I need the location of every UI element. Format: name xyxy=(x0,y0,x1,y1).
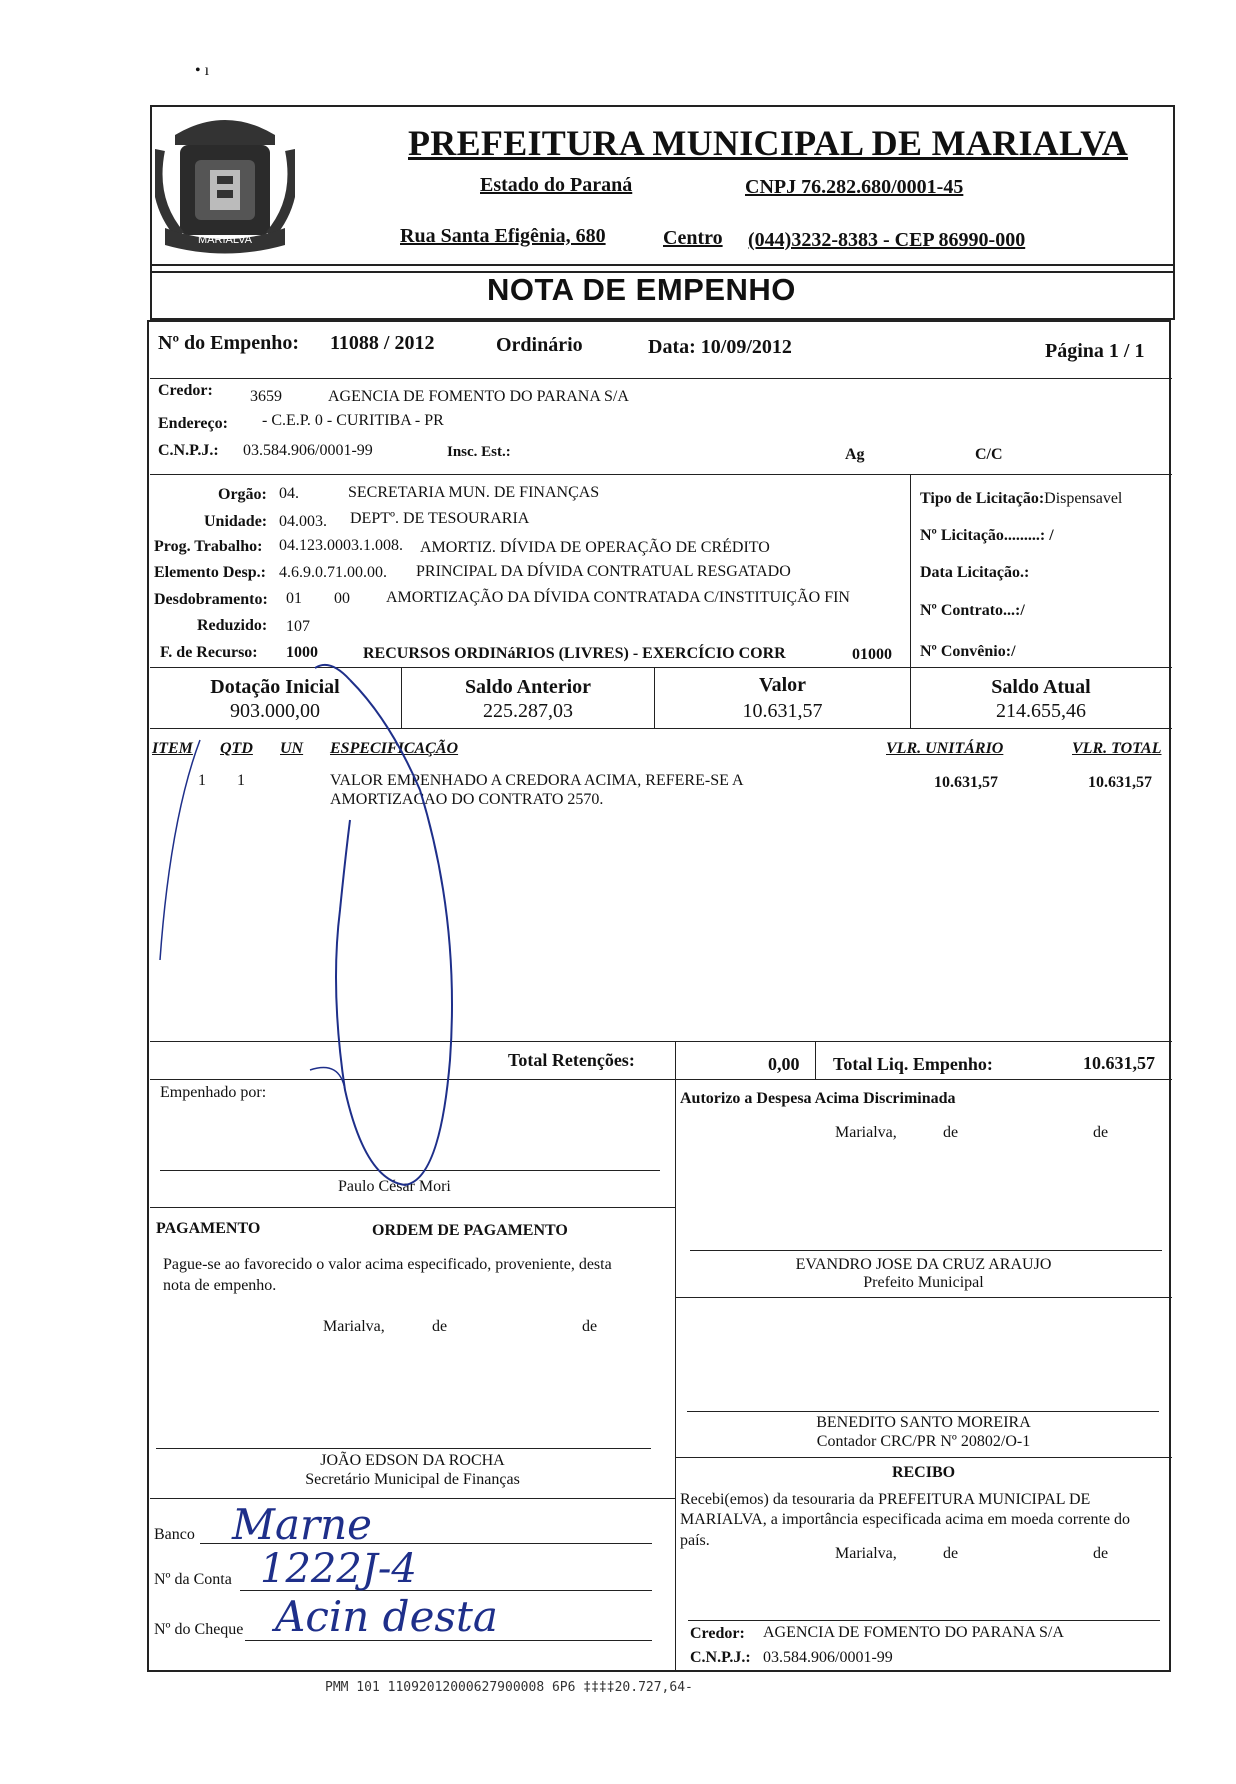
pagamento-label: PAGAMENTO xyxy=(156,1220,261,1237)
footer-code: PMM 101 11092012000627900008 6P6 ‡‡‡‡20.727,64- xyxy=(325,1680,693,1695)
retencoes-value: 0,00 xyxy=(768,1054,800,1074)
contador-role: Contador CRC/PR Nº 20802/O-1 xyxy=(816,1433,1031,1450)
recibo-line2: MARIALVA, a importância especificada acima em moeda corrente do xyxy=(680,1511,1131,1528)
recurso-code: 1000 xyxy=(286,644,318,661)
saldo-value-3: 214.655,46 xyxy=(996,700,1086,722)
cheque-label: Nº do Cheque xyxy=(154,1621,244,1638)
desdobramento-code2: 00 xyxy=(334,590,350,607)
pagamento-text-line2: nota de empenho. xyxy=(163,1277,277,1294)
recurso-label: F. de Recurso: xyxy=(160,644,258,661)
col-item: ITEM xyxy=(152,740,193,757)
autorizo-label: Autorizo a Despesa Acima Discriminada xyxy=(680,1090,956,1107)
prog-label: Prog. Trabalho: xyxy=(154,538,263,555)
col-un: UN xyxy=(280,740,304,757)
coat-of-arms-icon xyxy=(155,110,295,265)
orgao-code: 04. xyxy=(279,485,299,502)
col-especificacao: ESPECIFICAÇÃO xyxy=(330,740,459,757)
prog-name: AMORTIZ. DÍVIDA DE OPERAÇÃO DE CRÉDITO xyxy=(420,539,770,556)
credor-code: 3659 xyxy=(250,388,282,405)
retencoes-label: Total Retenções: xyxy=(508,1050,635,1070)
doc-title: NOTA DE EMPENHO xyxy=(487,272,796,307)
desdobramento-label: Desdobramento: xyxy=(154,591,268,608)
col-vlr-total: VLR. TOTAL xyxy=(1072,740,1162,757)
contador-name: BENEDITO SANTO MOREIRA xyxy=(816,1414,1031,1431)
recurso-name: RECURSOS ORDINáRIOS (LIVRES) - EXERCÍCIO CORR xyxy=(363,645,786,662)
insc-label: Insc. Est.: xyxy=(447,444,511,460)
item-qtd: 1 xyxy=(237,772,245,789)
elemento-name: PRINCIPAL DA DÍVIDA CONTRATUAL RESGATADO xyxy=(416,563,791,580)
corner-marks: • ı xyxy=(195,62,210,79)
banco-handwritten: Marne xyxy=(232,1500,373,1549)
item-spec-line2: AMORTIZACAO DO CONTRATO 2570. xyxy=(330,791,604,808)
credor-label: Credor: xyxy=(158,382,213,399)
empenho-date: Data: 10/09/2012 xyxy=(648,336,792,358)
ordem-pagamento-title: ORDEM DE PAGAMENTO xyxy=(372,1222,568,1239)
saldo-value-0: 903.000,00 xyxy=(230,700,320,722)
reduzido-value: 107 xyxy=(286,618,310,635)
licitacao-tipo: Tipo de Licitação:Dispensavel xyxy=(920,490,1123,507)
reduzido-label: Reduzido: xyxy=(197,617,268,634)
address: - C.E.P. 0 - CURITIBA - PR xyxy=(262,412,444,429)
licitacao-numero: Nº Licitação.........: / xyxy=(920,527,1054,544)
empenho-type: Ordinário xyxy=(496,334,583,356)
cheque-handwritten: Acin desta xyxy=(275,1592,498,1641)
recibo-de1: de xyxy=(943,1545,959,1562)
autorizo-de2: de xyxy=(1093,1124,1109,1141)
credor-cnpj-label: C.N.P.J.: xyxy=(158,442,219,459)
prefeito-name: EVANDRO JOSE DA CRUZ ARAUJO xyxy=(795,1256,1052,1273)
col-vlr-unitario: VLR. UNITÁRIO xyxy=(886,740,1004,757)
ag-label: Ag xyxy=(845,446,865,463)
pagamento-de1: de xyxy=(432,1318,448,1335)
recurso-code2: 01000 xyxy=(852,646,892,663)
autorizo-city: Marialva, xyxy=(835,1124,897,1141)
desdobramento-name: AMORTIZAÇÃO DA DÍVIDA CONTRATADA C/INSTITUIÇÃO FIN xyxy=(386,589,850,606)
elemento-label: Elemento Desp.: xyxy=(154,564,266,581)
pagamento-text-line1: Pague-se ao favorecido o valor acima especificado, proveniente, desta xyxy=(163,1256,612,1273)
pagamento-de2: de xyxy=(582,1318,598,1335)
orgao-label: Orgão: xyxy=(218,486,267,503)
empenhado-signer: Paulo César Mori xyxy=(338,1178,451,1195)
cc-label: C/C xyxy=(975,446,1003,463)
col-qtd: QTD xyxy=(220,740,253,757)
empenho-number: 11088 / 2012 xyxy=(330,332,435,354)
orgao-name: SECRETARIA MUN. DE FINANÇAS xyxy=(348,484,600,501)
item-unit-value: 10.631,57 xyxy=(934,774,998,791)
header-title: PREFEITURA MUNICIPAL DE MARIALVA xyxy=(408,123,1129,163)
header-street: Rua Santa Efigênia, 680 xyxy=(400,225,606,247)
recibo-city: Marialva, xyxy=(835,1545,897,1562)
header-phone-cep: (044)3232-8383 - CEP 86990-000 xyxy=(748,229,1026,251)
recibo-title: RECIBO xyxy=(891,1464,956,1481)
licitacao-convenio: Nº Convênio:/ xyxy=(920,643,1016,660)
saldo-label-3: Saldo Atual xyxy=(991,676,1091,698)
item-number: 1 xyxy=(198,772,206,789)
recibo-line3: país. xyxy=(680,1532,710,1549)
conta-handwritten: 1222J-4 xyxy=(260,1546,417,1592)
unidade-label: Unidade: xyxy=(204,513,268,530)
secretario-name: JOÃO EDSON DA ROCHA xyxy=(320,1452,505,1469)
licitacao-data: Data Licitação.: xyxy=(920,564,1030,581)
address-label: Endereço: xyxy=(158,415,228,432)
header-state: Estado do Paraná xyxy=(480,174,633,196)
empenho-number-label: Nº do Empenho: xyxy=(158,332,300,354)
liq-value: 10.631,57 xyxy=(1083,1053,1155,1073)
recibo-credor: AGENCIA DE FOMENTO DO PARANA S/A xyxy=(763,1624,1064,1641)
unidade-name: DEPTº. DE TESOURARIA xyxy=(350,510,530,527)
page-number: Página 1 / 1 xyxy=(1045,340,1145,362)
recibo-cnpj: 03.584.906/0001-99 xyxy=(763,1649,893,1666)
banco-label: Banco xyxy=(154,1526,195,1543)
desdobramento-code1: 01 xyxy=(286,590,302,607)
crest-text: MARIALVA xyxy=(198,234,252,246)
saldo-label-0: Dotação Inicial xyxy=(210,676,340,698)
recibo-cnpj-label: C.N.P.J.: xyxy=(690,1649,751,1666)
pagamento-city: Marialva, xyxy=(323,1318,385,1335)
prefeito-role: Prefeito Municipal xyxy=(863,1274,984,1291)
saldo-label-1: Saldo Anterior xyxy=(464,676,592,698)
autorizo-de1: de xyxy=(943,1124,959,1141)
saldo-label-2: Valor xyxy=(758,674,807,696)
saldo-value-2: 10.631,57 xyxy=(742,700,823,722)
liq-label: Total Liq. Empenho: xyxy=(833,1054,993,1074)
item-spec-line1: VALOR EMPENHADO A CREDORA ACIMA, REFERE-SE A xyxy=(330,772,744,789)
elemento-code: 4.6.9.0.71.00.00. xyxy=(279,564,387,581)
item-total-value: 10.631,57 xyxy=(1088,774,1152,791)
prog-code: 04.123.0003.1.008. xyxy=(279,537,403,554)
recibo-credor-label: Credor: xyxy=(690,1625,745,1642)
conta-label: Nº da Conta xyxy=(154,1571,232,1588)
credor-name: AGENCIA DE FOMENTO DO PARANA S/A xyxy=(328,388,629,405)
header-cnpj: CNPJ 76.282.680/0001-45 xyxy=(745,176,964,198)
credor-cnpj: 03.584.906/0001-99 xyxy=(243,442,373,459)
unidade-code: 04.003. xyxy=(279,513,327,530)
recibo-de2: de xyxy=(1093,1545,1109,1562)
empenhado-label: Empenhado por: xyxy=(160,1084,267,1101)
recibo-line1: Recebi(emos) da tesouraria da PREFEITURA MUNICIPAL DE xyxy=(680,1491,1091,1508)
saldo-value-1: 225.287,03 xyxy=(483,700,573,722)
secretario-role: Secretário Municipal de Finanças xyxy=(305,1471,520,1488)
licitacao-contrato: Nº Contrato...:/ xyxy=(920,602,1025,619)
header-district: Centro xyxy=(663,227,723,249)
